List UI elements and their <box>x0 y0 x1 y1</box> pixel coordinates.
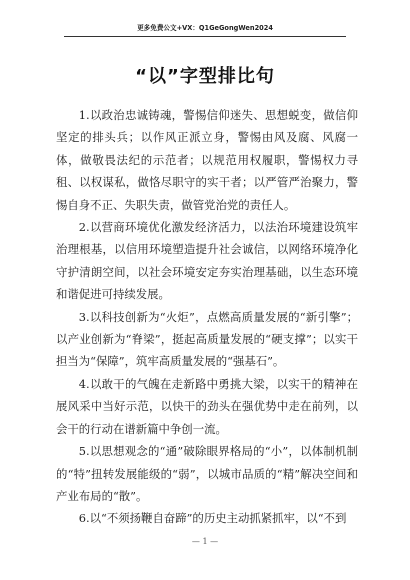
paragraph-4: 4.以敢干的气魄在走新路中勇挑大梁，以实干的精神在展风采中当好示范，以快干的劲头在强优势中走在前列，以会干的行动在谱新篇中争创一流。 <box>56 376 358 436</box>
page-number: — 1 — <box>191 537 219 546</box>
paragraph-3: 3.以科技创新为“火炬”，点燃高质量发展的“新引擎”；以产业创新为“脊梁”，挺起高质量发展的“硬支撑”；以实干担当为“保障”，筑牢高质量发展的“强基石”。 <box>56 309 358 369</box>
paragraph-1: 1.以政治忠诚铸魂，警惕信仰迷失、思想蜕变，做信仰坚定的排头兵；以作风正派立身，警惕由风及腐、风腐一体，做敬畏法纪的示范者；以规范用权履职，警惕权力寻租、以权谋私，做恪尽职守的实干者；以严管严治聚力，警惕自身不正、失职失责，做管党治党的责任人。 <box>56 108 358 212</box>
paragraph-5: 5.以思想观念的“通”破除眼界格局的“小”，以体制机制的“特”扭转发展能级的“弱”，以城市品质的“精”解决空间和产业布局的“散”。 <box>56 444 358 503</box>
paragraph-6: 6.以“不须扬鞭自奋蹄”的历史主动抓紧抓牢，以“不到 <box>78 511 347 526</box>
document-title: “以”字型排比句 <box>135 66 275 87</box>
header-note: 更多免费公文+VX：Q1GeGongWen2024 <box>137 24 273 32</box>
paragraph-2: 2.以营商环境优化激发经济活力，以法治环境建设筑牢治理根基，以信用环境塑造提升社会诚信，以网络环境净化守护清朗空间，以社会环境安定夯实治理基础，以生态环境和谐促进可持续发展。 <box>56 220 358 302</box>
document-body <box>56 104 358 530</box>
header-divider <box>64 36 346 37</box>
